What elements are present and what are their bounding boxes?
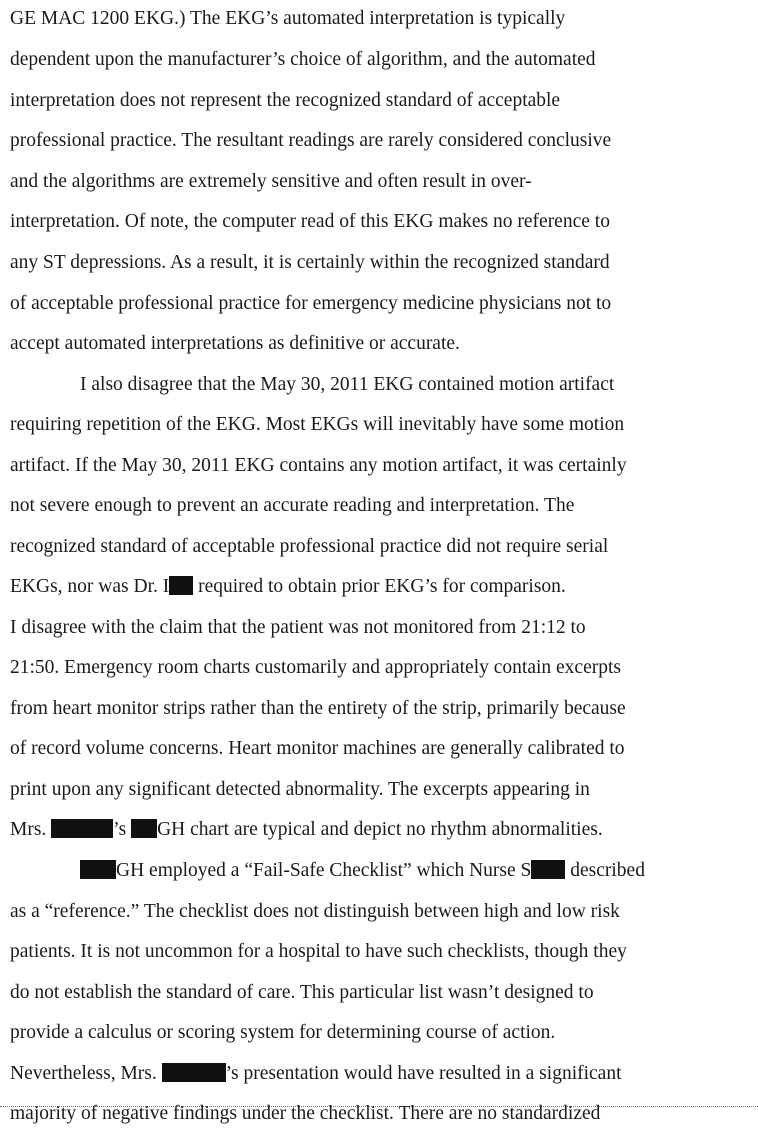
text-line: professional practice. The resultant readings are rarely considered conclusive <box>10 130 612 151</box>
text-line <box>10 575 566 599</box>
text-line: from heart monitor strips rather than the entirety of the strip, primarily because <box>10 698 626 719</box>
redaction-block <box>531 860 565 879</box>
text-line <box>10 818 603 842</box>
text-line: not severe enough to prevent an accurate reading and interpretation. The <box>10 495 575 516</box>
text-line: requiring repetition of the EKG. Most EKGs will inevitably have some motion <box>10 414 625 435</box>
text-segment: EKGs, nor was Dr. I <box>10 576 170 597</box>
text-line: provide a calculus or scoring system for determining course of action. <box>10 1022 556 1043</box>
text-line <box>10 1062 622 1086</box>
redaction-block <box>51 819 113 838</box>
text-line: interpretation does not represent the recognized standard of acceptable <box>10 90 561 111</box>
text-line: GE MAC 1200 EKG.) The EKG’s automated interpretation is typically <box>10 8 566 29</box>
text-line: print upon any significant detected abnormality. The excerpts appearing in <box>10 779 590 800</box>
text-line: do not establish the standard of care. This particular list wasn’t designed to <box>10 982 594 1003</box>
text-line: artifact. If the May 30, 2011 EKG contains any motion artifact, it was certainly <box>10 455 627 476</box>
text-segment: ’s presentation would have resulted in a significant <box>225 1063 622 1084</box>
text-line: interpretation. Of note, the computer read of this EKG makes no reference to <box>10 211 610 232</box>
text-segment: GH employed a “Fail-Safe Checklist” which Nurse S <box>116 860 532 881</box>
text-line: accept automated interpretations as definitive or accurate. <box>10 333 460 354</box>
text-segment: GH chart are typical and depict no rhythm abnormalities. <box>157 819 603 840</box>
text-line: as a “reference.” The checklist does not distinguish between high and low risk <box>10 901 620 922</box>
text-segment: described <box>570 860 645 881</box>
text-line: 21:50. Emergency room charts customarily and appropriately contain excerpts <box>10 657 621 678</box>
text-line: of acceptable professional practice for emergency medicine physicians not to <box>10 293 612 314</box>
text-line: patients. It is not uncommon for a hospital to have such checklists, though they <box>10 941 627 962</box>
redaction-block <box>169 576 193 595</box>
text-line: I also disagree that the May 30, 2011 EKG contained motion artifact <box>80 374 615 395</box>
text-line <box>80 859 645 883</box>
text-line: and the algorithms are extremely sensitive and often result in over- <box>10 171 532 192</box>
text-segment: ’s <box>113 819 127 840</box>
text-line: any ST depressions. As a result, it is certainly within the recognized standard <box>10 252 610 273</box>
redaction-block <box>162 1063 226 1082</box>
text-line: dependent upon the manufacturer’s choice of algorithm, and the automated <box>10 49 596 70</box>
text-line: recognized standard of acceptable professional practice did not require serial <box>10 536 609 557</box>
text-segment: required to obtain prior EKG’s for comparison. <box>198 576 566 597</box>
text-line: I disagree with the claim that the patient was not monitored from 21:12 to <box>10 617 586 638</box>
redaction-block <box>80 860 116 879</box>
redaction-block <box>131 819 157 838</box>
text-segment: Mrs. <box>10 819 47 840</box>
text-line: of record volume concerns. Heart monitor machines are generally calibrated to <box>10 738 625 759</box>
text-line: majority of negative findings under the checklist. There are no standardized <box>10 1103 601 1124</box>
text-segment: Nevertheless, Mrs. <box>10 1063 157 1084</box>
